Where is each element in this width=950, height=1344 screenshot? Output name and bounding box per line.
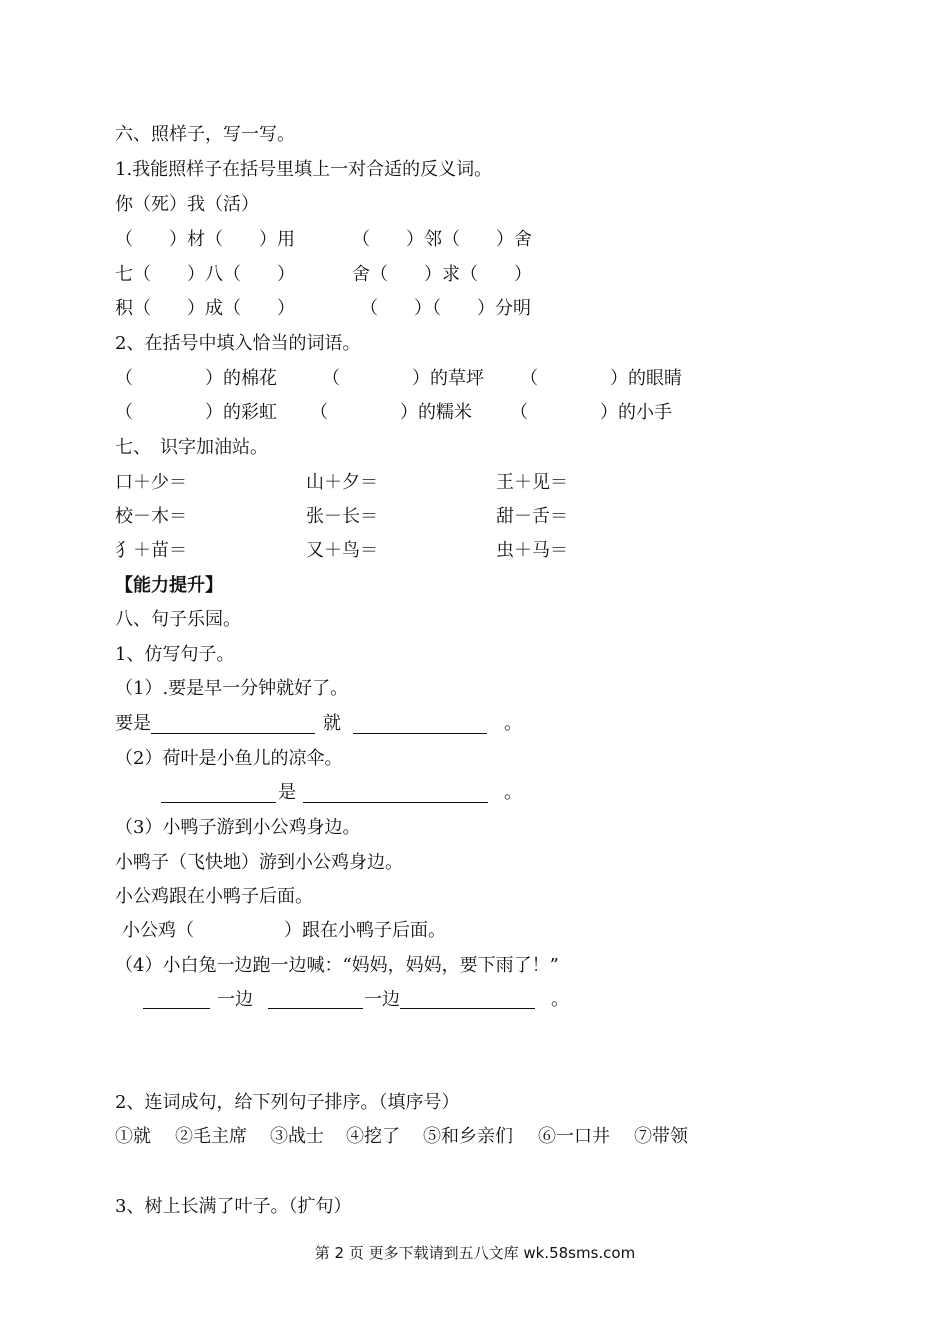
sentence-2-mid: 是 <box>278 782 296 803</box>
period: 。 <box>504 782 522 803</box>
sentence-1: （1）.要是早一分钟就好了。 <box>115 678 349 699</box>
word-fill-item: （ ）的彩虹 <box>115 402 277 423</box>
word-item: ⑦带领 <box>634 1126 688 1147</box>
sentence-3-given: 小公鸡跟在小鸭子后面。 <box>115 886 313 907</box>
word-item: ⑥一口井 <box>538 1126 610 1147</box>
char-puzzle: 校－木＝ <box>115 506 187 527</box>
char-puzzle: 王＋见＝ <box>496 472 568 493</box>
sentence-1-prefix: 要是 <box>115 713 151 734</box>
char-puzzle: 甜－舌＝ <box>496 506 568 527</box>
answer-blank[interactable] <box>161 802 276 803</box>
char-puzzle: 口＋少＝ <box>115 472 187 493</box>
char-puzzle: 山＋夕＝ <box>306 472 378 493</box>
word-item: ②毛主席 <box>175 1126 247 1147</box>
char-puzzle: 张－长＝ <box>306 506 378 527</box>
antonym-item: （ ）材（ ）用 <box>115 229 295 250</box>
antonym-item: 积（ ）成（ ） <box>115 298 295 319</box>
word-fill-item: （ ）的棉花 <box>115 368 277 389</box>
question-8-3: 3、树上长满了叶子。（扩句） <box>115 1196 352 1217</box>
answer-blank[interactable] <box>303 802 488 803</box>
page-footer: 第 2 页 更多下载请到五八文库 wk.58sms.com <box>314 1244 636 1262</box>
sentence-4-mid: 一边 <box>217 989 253 1010</box>
sentence-2: （2）荷叶是小鱼儿的凉伞。 <box>115 748 343 769</box>
antonym-item: 七（ ）八（ ） <box>115 264 295 285</box>
sentence-3: （3）小鸭子游到小公鸡身边。 <box>115 817 361 838</box>
antonym-item: （ ）（ ）分明 <box>360 298 531 319</box>
word-fill-item: （ ）的眼睛 <box>520 368 682 389</box>
period: 。 <box>504 713 522 734</box>
ability-heading: 【能力提升】 <box>115 575 223 596</box>
word-item: ③战士 <box>270 1126 324 1147</box>
word-fill-item: （ ）的小手 <box>510 402 672 423</box>
word-fill-item: （ ）的草坪 <box>322 368 484 389</box>
char-puzzle: 虫＋马＝ <box>496 540 568 561</box>
word-item: ⑤和乡亲们 <box>423 1126 513 1147</box>
answer-blank[interactable] <box>143 1008 210 1009</box>
section-7-title: 七、 识字加油站。 <box>115 437 268 458</box>
sentence-3-fill: 小公鸡（ ）跟在小鸭子后面。 <box>122 920 446 941</box>
question-8-2: 2、连词成句，给下列句子排序。（填序号） <box>115 1092 460 1113</box>
section-8-title: 八、句子乐园。 <box>115 609 241 630</box>
word-item: ①就 <box>115 1126 151 1147</box>
word-item: ④挖了 <box>346 1126 400 1147</box>
question-6-2: 2、在括号中填入恰当的词语。 <box>115 333 361 354</box>
char-puzzle: 犭＋苗＝ <box>115 540 187 561</box>
example-antonym: 你（死）我（活） <box>115 194 259 215</box>
antonym-item: 舍（ ）求（ ） <box>352 264 532 285</box>
sentence-4-mid: 一边 <box>364 989 400 1010</box>
sentence-1-mid: 就 <box>323 713 341 734</box>
word-fill-item: （ ）的糯米 <box>310 402 472 423</box>
section-6-title: 六、照样子，写一写。 <box>115 124 295 145</box>
answer-blank[interactable] <box>400 1008 535 1009</box>
answer-blank[interactable] <box>353 733 487 734</box>
period: 。 <box>551 989 569 1010</box>
question-6-1: 1.我能照样子在括号里填上一对合适的反义词。 <box>115 159 493 180</box>
char-puzzle: 又＋鸟＝ <box>306 540 378 561</box>
antonym-item: （ ）邻（ ）舍 <box>352 229 532 250</box>
answer-blank[interactable] <box>268 1008 363 1009</box>
question-8-1: 1、仿写句子。 <box>115 644 235 665</box>
sentence-3-example: 小鸭子（飞快地）游到小公鸡身边。 <box>115 852 403 873</box>
answer-blank[interactable] <box>151 733 315 734</box>
sentence-4: （4）小白兔一边跑一边喊：“妈妈，妈妈，要下雨了！” <box>115 955 559 976</box>
